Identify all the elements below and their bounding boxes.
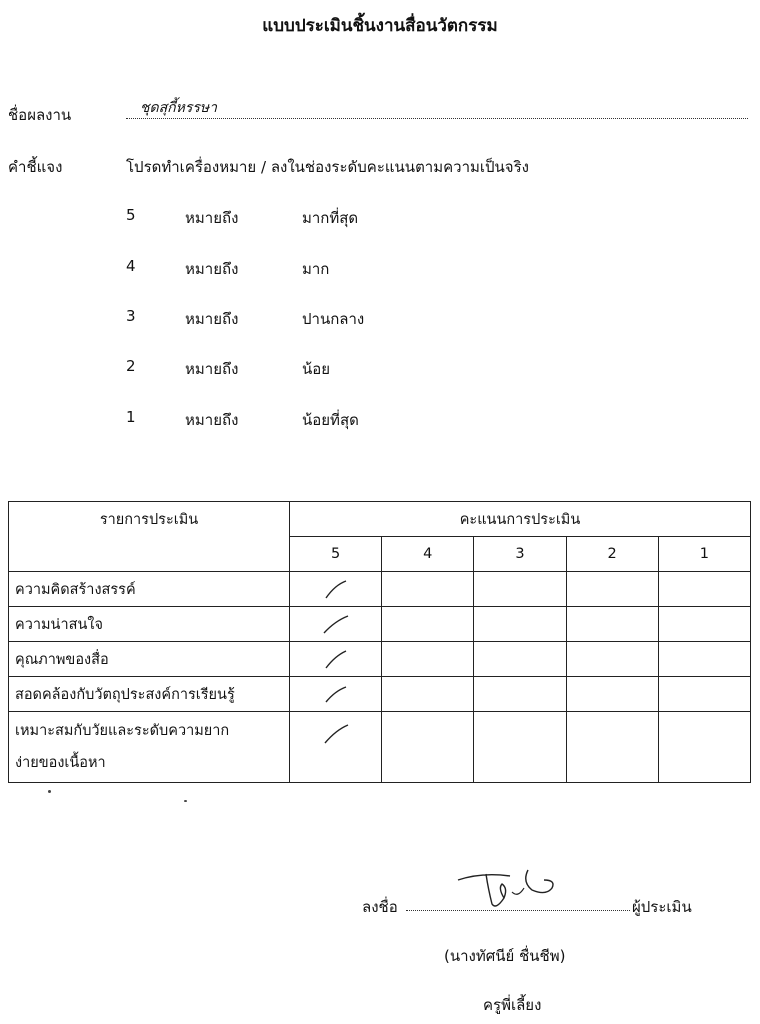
table-row bbox=[9, 572, 751, 607]
scale-means: หมายถึง bbox=[185, 411, 239, 429]
check-mark-icon bbox=[322, 613, 350, 635]
score-level-header: 5 bbox=[290, 537, 382, 572]
score-header: คะแนนการประเมิน bbox=[290, 502, 751, 537]
score-cell bbox=[658, 712, 750, 783]
evaluator-role-label: ผู้ประเมิน bbox=[632, 898, 692, 916]
score-level-header: 1 bbox=[658, 537, 750, 572]
score-cell bbox=[382, 572, 474, 607]
criterion-cell: คุณภาพของสื่อ bbox=[9, 642, 290, 677]
score-cell bbox=[290, 712, 382, 783]
score-cell bbox=[474, 572, 566, 607]
score-cell bbox=[474, 642, 566, 677]
scale-score: 5 bbox=[126, 206, 136, 224]
scale-desc: น้อยที่สุด bbox=[302, 411, 359, 429]
score-cell bbox=[658, 677, 750, 712]
evaluation-table bbox=[8, 501, 751, 783]
sign-label: ลงชื่อ bbox=[362, 898, 398, 916]
check-mark-icon bbox=[323, 683, 349, 705]
scale-desc: มากที่สุด bbox=[302, 209, 359, 227]
score-cell bbox=[382, 607, 474, 642]
score-cell bbox=[658, 572, 750, 607]
table-row bbox=[9, 607, 751, 642]
scale-score: 2 bbox=[126, 357, 136, 375]
scan-speck bbox=[48, 790, 51, 793]
score-cell bbox=[382, 677, 474, 712]
scale-desc: น้อย bbox=[302, 360, 331, 378]
instruction-text: โปรดทำเครื่องหมาย / ลงในช่องระดับคะแนนตามความเป็นจริง bbox=[126, 158, 529, 176]
score-cell bbox=[658, 607, 750, 642]
signature-image bbox=[452, 858, 562, 916]
form-title: แบบประเมินชิ้นงานสื่อนวัตกรรม bbox=[262, 16, 498, 36]
score-cell bbox=[566, 677, 658, 712]
criterion-cell: ความน่าสนใจ bbox=[9, 607, 290, 642]
scale-score: 1 bbox=[126, 408, 136, 426]
scale-means: หมายถึง bbox=[185, 310, 239, 328]
table-row bbox=[9, 642, 751, 677]
work-name-line bbox=[126, 118, 748, 119]
score-cell bbox=[290, 642, 382, 677]
scale-means: หมายถึง bbox=[185, 360, 239, 378]
score-level-header: 2 bbox=[566, 537, 658, 572]
score-cell bbox=[382, 712, 474, 783]
instruction-label: คำชี้แจง bbox=[8, 158, 63, 176]
evaluator-name: (นางทัศนีย์ ชื่นชีพ) bbox=[444, 947, 566, 965]
score-cell bbox=[290, 607, 382, 642]
work-name-label: ชื่อผลงาน bbox=[8, 106, 72, 124]
score-level-header: 3 bbox=[474, 537, 566, 572]
score-cell bbox=[290, 572, 382, 607]
table-row bbox=[9, 677, 751, 712]
score-cell bbox=[566, 607, 658, 642]
score-cell bbox=[566, 712, 658, 783]
evaluator-position: ครูพี่เลี้ยง bbox=[483, 996, 542, 1014]
scale-desc: มาก bbox=[302, 260, 330, 278]
criterion-line: เหมาะสมกับวัยและระดับความยาก bbox=[15, 723, 230, 739]
criterion-cell: สอดคล้องกับวัตถุประสงค์การเรียนรู้ bbox=[9, 677, 290, 712]
scan-speck bbox=[184, 800, 187, 802]
score-cell bbox=[474, 712, 566, 783]
check-mark-icon bbox=[322, 722, 350, 746]
scale-score: 3 bbox=[126, 307, 136, 325]
criterion-cell: ความคิดสร้างสรรค์ bbox=[9, 572, 290, 607]
scale-means: หมายถึง bbox=[185, 260, 239, 278]
score-cell bbox=[566, 642, 658, 677]
work-name-value: ชุดสุกี้หรรษา bbox=[140, 100, 217, 116]
scale-desc: ปานกลาง bbox=[302, 310, 365, 328]
criteria-header: รายการประเมิน bbox=[9, 502, 290, 572]
score-cell bbox=[474, 677, 566, 712]
table-row bbox=[9, 712, 751, 783]
score-cell bbox=[566, 572, 658, 607]
check-mark-icon bbox=[323, 578, 349, 600]
scale-score: 4 bbox=[126, 257, 136, 275]
score-cell bbox=[658, 642, 750, 677]
check-mark-icon bbox=[323, 648, 349, 670]
score-cell bbox=[290, 677, 382, 712]
score-cell bbox=[382, 642, 474, 677]
scale-means: หมายถึง bbox=[185, 209, 239, 227]
criterion-line: ง่ายของเนื้อหา bbox=[15, 755, 106, 771]
score-cell bbox=[474, 607, 566, 642]
score-level-header: 4 bbox=[382, 537, 474, 572]
criterion-cell bbox=[9, 712, 290, 783]
